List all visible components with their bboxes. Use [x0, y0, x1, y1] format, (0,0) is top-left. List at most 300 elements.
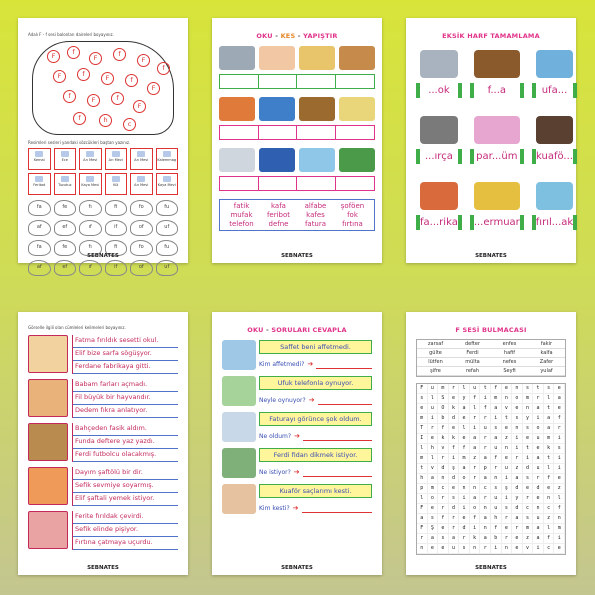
- sentence: Babam farları açmadı.: [73, 379, 178, 392]
- birdcage-image: [299, 46, 335, 70]
- puzzle-letter: n: [502, 444, 513, 454]
- puzzle-letter: l: [544, 524, 555, 534]
- puzzle-letter: r: [459, 534, 470, 544]
- picture-card: Kalemmag: [156, 148, 179, 170]
- puzzle-letter: i: [502, 474, 513, 484]
- brand-label: SEBNATES: [281, 565, 313, 571]
- sentence: Fırtına çatmaya uçurdu.: [73, 537, 178, 550]
- sentence: Ferdi futbolcu olacakmış.: [73, 449, 178, 462]
- puzzle-letter: n: [480, 524, 491, 534]
- puzzle-letter: n: [523, 404, 534, 414]
- puzzle-letter: e: [449, 484, 460, 494]
- puzzle-letter: l: [554, 494, 565, 504]
- puzzle-letter: v: [523, 544, 534, 554]
- mouse-syllable: fo: [130, 200, 153, 216]
- mouse-syllable: of: [130, 220, 153, 236]
- letter-bubble: F: [87, 94, 100, 107]
- puzzle-letter: a: [459, 464, 470, 474]
- incomplete-word: fırıl...ak: [532, 215, 577, 230]
- puzzle-letter: s: [491, 424, 502, 434]
- mouse-syllables: [18, 200, 188, 276]
- puzzle-letter: k: [470, 534, 481, 544]
- word-list: [416, 339, 566, 377]
- puzzle-letter: u: [449, 544, 460, 554]
- puzzle-letter: i: [554, 534, 565, 544]
- puzzle-letter: p: [480, 464, 491, 474]
- sheet-footer: [406, 253, 576, 259]
- puzzle-letter: l: [470, 404, 481, 414]
- worksheet-picture-sentences: [18, 312, 188, 575]
- puzzle-letter: r: [438, 504, 449, 514]
- word: mülta: [454, 358, 491, 367]
- puzzle-letter: m: [523, 394, 534, 404]
- puzzle-letter: r: [438, 454, 449, 464]
- question: Ne oldum?: [259, 432, 292, 440]
- picture-card: Ece: [54, 148, 77, 170]
- puzzle-letter: y: [459, 394, 470, 404]
- incomplete-word: kuafö...: [532, 149, 577, 164]
- puzzle-letter: n: [470, 544, 481, 554]
- letter-bubble: f: [73, 112, 86, 125]
- puzzle-letter: o: [428, 494, 439, 504]
- puzzle-letter: a: [480, 454, 491, 464]
- puzzle-letter: d: [449, 474, 460, 484]
- missing-letter-item: [532, 182, 577, 230]
- puzzle-letter: e: [438, 524, 449, 534]
- puzzle-letter: u: [470, 384, 481, 394]
- word: kafa: [271, 202, 286, 210]
- puzzle-letter: a: [491, 434, 502, 444]
- puzzle-letter: e: [554, 404, 565, 414]
- puzzle-letter: l: [428, 394, 439, 404]
- puzzle-letter: f: [438, 424, 449, 434]
- mouse-syllable: fe: [54, 200, 77, 216]
- word: zarsaf: [417, 340, 454, 349]
- puzzle-letter: r: [523, 494, 534, 504]
- missing-letter-grid: [406, 50, 576, 230]
- puzzle-letter: e: [502, 454, 513, 464]
- puzzle-letter: p: [417, 484, 428, 494]
- question: Kim kesti?: [259, 504, 290, 512]
- puzzle-letter: a: [428, 474, 439, 484]
- puzzle-letter: n: [554, 514, 565, 524]
- boy-phone-image: [222, 376, 256, 406]
- sheet-footer: [406, 565, 576, 571]
- puzzle-letter: i: [491, 414, 502, 424]
- puzzle-letter: n: [502, 394, 513, 404]
- puzzle-letter: v: [502, 404, 513, 414]
- puzzle-letter: i: [449, 454, 460, 464]
- picture-card: Arı Mevi: [105, 148, 128, 170]
- letter-bubble: f: [113, 48, 126, 61]
- puzzle-letter: S: [438, 394, 449, 404]
- puzzle-letter: r: [554, 424, 565, 434]
- word: şoföen: [340, 202, 365, 210]
- picture-card: Kemal: [28, 148, 51, 170]
- puzzle-letter: t: [502, 414, 513, 424]
- puzzle-letter: c: [523, 504, 534, 514]
- puzzle-letter: o: [459, 474, 470, 484]
- puzzle-letter: i: [470, 524, 481, 534]
- puzzle-letter: c: [544, 544, 555, 554]
- letter-bubble: c: [123, 118, 136, 131]
- puzzle-letter: a: [480, 474, 491, 484]
- factory-image: [420, 182, 458, 210]
- mouse-syllable: fı: [79, 200, 102, 216]
- puzzle-letter: e: [512, 544, 523, 554]
- mouse-syllable: af: [28, 260, 51, 276]
- puzzle-letter: r: [417, 534, 428, 544]
- arrow-icon: ➔: [294, 432, 300, 440]
- puzzle-letter: l: [459, 424, 470, 434]
- puzzle-letter: r: [470, 414, 481, 424]
- puzzle-letter: r: [449, 384, 460, 394]
- paste-row: [219, 74, 375, 89]
- puzzle-letter: u: [533, 464, 544, 474]
- puzzle-letter: a: [449, 534, 460, 544]
- picture-card: Feribot: [28, 173, 51, 195]
- missing-letter-item: [470, 116, 524, 164]
- puzzle-letter: t: [480, 384, 491, 394]
- puzzle-letter: a: [470, 444, 481, 454]
- word: kafes: [306, 211, 325, 219]
- puzzle-letter: i: [533, 414, 544, 424]
- sheet-footer: [212, 565, 382, 571]
- puzzle-letter: n: [533, 504, 544, 514]
- letter-bubble: f: [111, 92, 124, 105]
- mouse-syllable: af: [28, 220, 51, 236]
- puzzle-letter: i: [428, 414, 439, 424]
- puzzle-letter: f: [544, 534, 555, 544]
- elephant-image: [536, 50, 573, 78]
- puzzle-letter: e: [544, 484, 555, 494]
- dad-image: [28, 379, 68, 417]
- mouse-syllable: ıf: [79, 220, 102, 236]
- puzzle-letter: r: [449, 524, 460, 534]
- book-image: [28, 423, 68, 461]
- peach-image: [28, 467, 68, 505]
- puzzle-letter: e: [523, 434, 534, 444]
- incomplete-word: fa...rika: [416, 215, 462, 230]
- puzzle-letter: u: [502, 464, 513, 474]
- sentence: Fil büyük bir hayvandır.: [73, 392, 178, 405]
- sheet-footer: [212, 253, 382, 259]
- mouse-syllable: ef: [54, 220, 77, 236]
- planting-image: [222, 448, 256, 478]
- word: fok: [347, 211, 358, 219]
- sheet-footer: [18, 253, 188, 259]
- puzzle-letter: r: [438, 494, 449, 504]
- puzzle-letter: d: [523, 464, 534, 474]
- puzzle-letter: e: [533, 444, 544, 454]
- word: refah: [454, 367, 491, 376]
- puzzle-letter: u: [533, 514, 544, 524]
- puzzle-letter: k: [449, 404, 460, 414]
- puzzle-letter: b: [438, 414, 449, 424]
- question-item: [222, 412, 372, 442]
- word: nefes: [491, 358, 528, 367]
- puzzle-letter: Ş: [428, 524, 439, 534]
- puzzle-letter: k: [438, 434, 449, 444]
- puzzle-letter: d: [512, 484, 523, 494]
- missing-letter-item: [532, 50, 577, 98]
- puzzle-letter: f: [459, 444, 470, 454]
- puzzle-letter: n: [480, 504, 491, 514]
- instruction: Görselle ilgili olan cümleleri kelimeleri boyayınız.: [28, 325, 126, 330]
- letter-bubble: h: [99, 114, 112, 127]
- puzzle-letter: o: [512, 394, 523, 404]
- picture-row-3: [212, 148, 382, 172]
- puzzle-letter: l: [544, 394, 555, 404]
- letter-bubble: F: [47, 50, 60, 63]
- question-item: [222, 448, 372, 478]
- puzzle-letter: a: [480, 514, 491, 524]
- puzzle-letter: f: [480, 404, 491, 414]
- puzzle-letter: t: [523, 444, 534, 454]
- sheet-title: EKSİK HARF TAMAMLAMA: [442, 32, 540, 40]
- letter-bubble: f: [63, 90, 76, 103]
- puzzle-letter: r: [502, 534, 513, 544]
- word: Zafer: [528, 358, 565, 367]
- puzzle-letter: a: [533, 524, 544, 534]
- hairdresser-image: [536, 116, 573, 144]
- word: hafif: [491, 349, 528, 358]
- puzzle-letter: t: [544, 404, 555, 414]
- puzzle-letter: o: [533, 424, 544, 434]
- puzzle-letter: s: [502, 504, 513, 514]
- missing-letter-item: [470, 182, 524, 230]
- mouse-syllable: fe: [54, 240, 77, 256]
- puzzle-letter: t: [533, 384, 544, 394]
- word: fatik: [233, 202, 250, 210]
- puzzle-letter: r: [512, 524, 523, 534]
- puzzle-letter: i: [459, 504, 470, 514]
- puzzle-letter: f: [554, 414, 565, 424]
- paste-row: [219, 125, 375, 140]
- mouse-syllable: uf: [156, 260, 179, 276]
- puzzle-letter: r: [480, 544, 491, 554]
- puzzle-letter: i: [554, 454, 565, 464]
- word: defter: [454, 340, 491, 349]
- puzzle-letter: e: [533, 494, 544, 504]
- answer-line: [318, 395, 372, 405]
- puzzle-letter: e: [428, 434, 439, 444]
- letter-bubble: f: [157, 62, 170, 75]
- mouse-syllable: fi: [105, 240, 128, 256]
- puzzle-letter: h: [417, 474, 428, 484]
- question: Neyle oynuyor?: [259, 396, 306, 404]
- sentence: Ferite fırıldak çevirdi.: [73, 511, 178, 524]
- sentence: Kuaför saçlarımı kesti.: [259, 484, 372, 498]
- picture-row-2: [212, 97, 382, 121]
- puzzle-letter: a: [544, 414, 555, 424]
- puzzle-letter: r: [491, 464, 502, 474]
- sheet-title: OKU - KES - YAPIŞTIR: [256, 32, 338, 40]
- sentence-block: [28, 379, 178, 418]
- clothes-hanger-image: [474, 182, 520, 210]
- letter-bubble: F: [147, 82, 160, 95]
- picture-card: Kül: [105, 173, 128, 195]
- girl-image: [28, 335, 68, 373]
- paste-row: [219, 176, 375, 191]
- spinning-top-image: [536, 182, 573, 210]
- puzzle-letter: O: [438, 404, 449, 414]
- puzzle-letter: f: [491, 454, 502, 464]
- puzzle-letter: i: [554, 464, 565, 474]
- hairdresser-image: [222, 484, 256, 514]
- puzzle-letter: s: [438, 534, 449, 544]
- puzzle-letter: d: [438, 464, 449, 474]
- word-box: [219, 199, 375, 231]
- puzzle-letter: e: [459, 434, 470, 444]
- question-item: [222, 340, 372, 370]
- sheet-title: OKU - SORULARI CEVAPLA: [247, 326, 347, 334]
- puzzle-letter: u: [491, 444, 502, 454]
- sentence: Dedem fıkra anlatıyor.: [73, 405, 178, 418]
- puzzle-letter: k: [544, 444, 555, 454]
- mouse-syllable: if: [105, 220, 128, 236]
- incomplete-word: par...üm: [470, 149, 524, 164]
- puzzle-letter: n: [512, 424, 523, 434]
- factory-image: [219, 97, 255, 121]
- puzzle-letter: i: [470, 424, 481, 434]
- word: telefon: [229, 220, 254, 228]
- puzzle-letter: r: [480, 434, 491, 444]
- puzzle-letter: a: [512, 474, 523, 484]
- puzzle-letter: m: [438, 384, 449, 394]
- puzzle-letter: a: [470, 494, 481, 504]
- word: şifre: [417, 367, 454, 376]
- letter-bubble: f: [67, 46, 80, 59]
- word: defne: [268, 220, 289, 228]
- puzzle-letter: i: [512, 434, 523, 444]
- puzzle-letter: f: [554, 504, 565, 514]
- incomplete-word: f...a: [470, 83, 524, 98]
- letter-grid: [416, 383, 566, 555]
- puzzle-letter: s: [449, 494, 460, 504]
- puzzle-letter: ş: [449, 464, 460, 474]
- answer-line: [302, 503, 372, 513]
- word: kalfa: [528, 349, 565, 358]
- brand-label: SEBNATES: [87, 253, 119, 259]
- puzzle-letter: a: [554, 394, 565, 404]
- puzzle-letter: f: [491, 524, 502, 534]
- puzzle-letter: z: [544, 514, 555, 524]
- puzzle-letter: e: [554, 544, 565, 554]
- letter-bubble: F: [89, 52, 102, 65]
- sheet-title: F SESİ BULMACASI: [455, 326, 527, 334]
- puzzle-letter: m: [428, 484, 439, 494]
- word: mufak: [230, 211, 253, 219]
- puzzle-letter: r: [428, 424, 439, 434]
- puzzle-letter: e: [449, 394, 460, 404]
- puzzle-letter: e: [512, 404, 523, 414]
- puzzle-letter: y: [523, 414, 534, 424]
- puzzle-letter: ş: [502, 484, 513, 494]
- brand-label: SEBNATES: [281, 253, 313, 259]
- puzzle-letter: l: [459, 384, 470, 394]
- question-item: [222, 376, 372, 406]
- incomplete-word: ufa...: [532, 83, 577, 98]
- puzzle-letter: i: [502, 494, 513, 504]
- puzzle-letter: d: [512, 504, 523, 514]
- puzzle-letter: c: [438, 484, 449, 494]
- puzzle-letter: F: [417, 504, 428, 514]
- puzzle-letter: e: [449, 424, 460, 434]
- puzzle-letter: u: [491, 504, 502, 514]
- mouse-syllable: fı: [79, 240, 102, 256]
- word: Ferdi: [454, 349, 491, 358]
- puzzle-letter: r: [502, 514, 513, 524]
- picture-card: Arı Mevi: [79, 148, 102, 170]
- word: fırtına: [342, 220, 363, 228]
- brand-label: SEBNATES: [475, 253, 507, 259]
- letter-bubble: F: [53, 70, 66, 83]
- seal-image: [219, 46, 255, 70]
- puzzle-letter: e: [512, 534, 523, 544]
- puzzle-letter: s: [523, 474, 534, 484]
- puzzle-letter: a: [428, 534, 439, 544]
- puzzle-letter: n: [512, 384, 523, 394]
- phone-image: [259, 148, 295, 172]
- word: gülte: [417, 349, 454, 358]
- alphabet-image: [339, 97, 375, 121]
- sentence: Ferdi fidan dikmek istiyor.: [259, 448, 372, 462]
- arrow-icon: ➔: [308, 396, 315, 404]
- puzzle-letter: f: [470, 514, 481, 524]
- kids-image: [222, 340, 256, 370]
- puzzle-letter: e: [459, 514, 470, 524]
- puzzle-letter: u: [491, 494, 502, 504]
- puzzle-letter: a: [544, 424, 555, 434]
- puzzle-letter: n: [470, 484, 481, 494]
- brand-label: SEBNATES: [87, 565, 119, 571]
- word: Seyfi: [491, 367, 528, 376]
- puzzle-letter: r: [449, 514, 460, 524]
- sentence: Sefik sevmiye soyarmış.: [73, 480, 178, 493]
- puzzle-letter: e: [438, 544, 449, 554]
- puzzle-letter: k: [449, 434, 460, 444]
- puzzle-letter: r: [480, 444, 491, 454]
- puzzle-letter: n: [438, 474, 449, 484]
- instruction-2: Resimleri sesleri yandaki sözcükleri baştan yazınız.: [28, 140, 131, 145]
- word: yulaf: [528, 367, 565, 376]
- worksheet-read-answer: [212, 312, 382, 575]
- puzzle-letter: r: [480, 414, 491, 424]
- puzzle-letter: d: [459, 524, 470, 534]
- letter-bubble: f: [125, 74, 138, 87]
- picture-card: Tuzutuz: [54, 173, 77, 195]
- word: alfabe: [304, 202, 327, 210]
- puzzle-letter: h: [428, 444, 439, 454]
- puzzle-letter: a: [533, 534, 544, 544]
- puzzle-letter: y: [512, 494, 523, 504]
- picture-card: Kaya Mevi: [156, 173, 179, 195]
- arrow-icon: ➔: [307, 360, 314, 368]
- sentence: Ferdane fabrikaya gitti.: [73, 361, 178, 374]
- puzzle-letter: l: [428, 454, 439, 464]
- letter-bubble: f: [77, 68, 90, 81]
- sentence-block: [28, 335, 178, 374]
- answer-line: [303, 467, 372, 477]
- sheet-footer: [18, 565, 188, 571]
- puzzle-letter: a: [533, 454, 544, 464]
- storm-image: [299, 148, 335, 172]
- puzzle-letter: n: [502, 544, 513, 554]
- brush-image: [420, 116, 458, 144]
- puzzle-letter: i: [512, 444, 523, 454]
- puzzle-letter: t: [417, 464, 428, 474]
